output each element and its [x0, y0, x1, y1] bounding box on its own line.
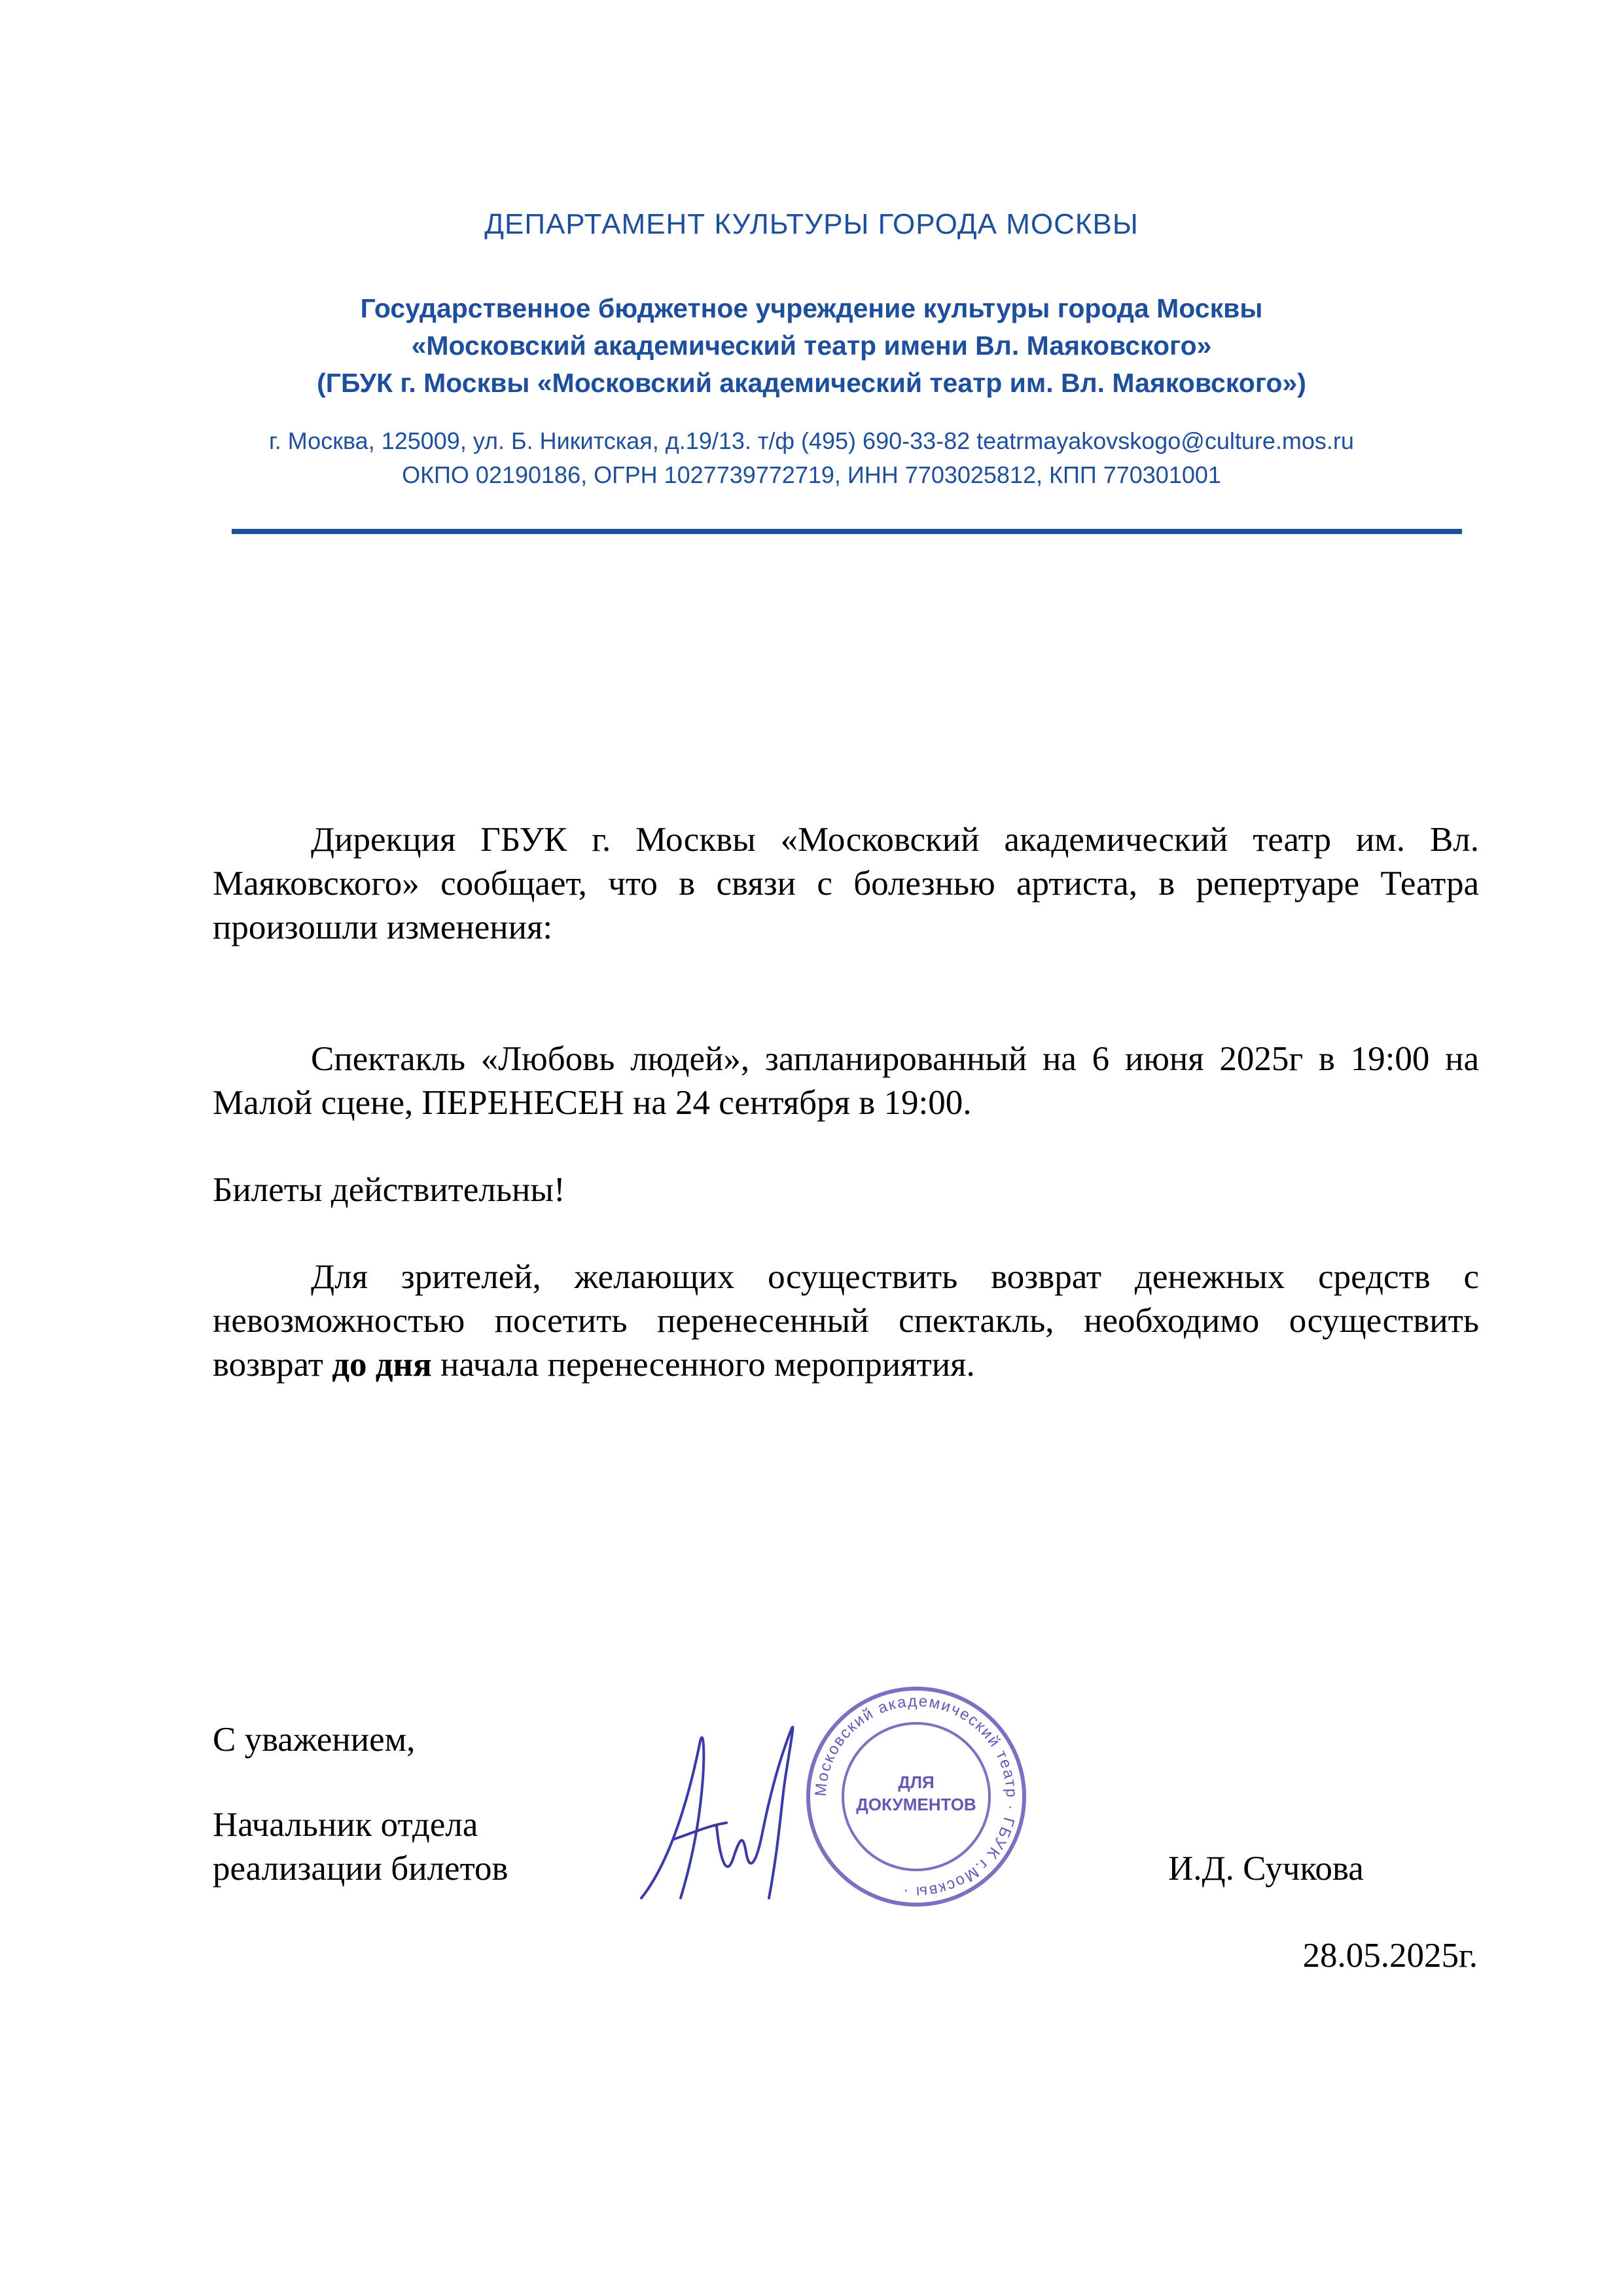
refund-text-end: начала перенесенного мероприятия.	[431, 1346, 975, 1384]
letter-date: 28.05.2025г.	[1302, 1937, 1478, 1975]
handwritten-signature	[628, 1702, 812, 1924]
stamp-center-line2: ДОКУМЕНТОВ	[856, 1795, 976, 1814]
stamp-ring-text: Московский академический театр · ГБУК г.Москвы ·	[812, 1692, 1021, 1901]
position-line1: Начальник отдела	[213, 1806, 478, 1844]
paragraph-reschedule-text: Спектакль «Любовь людей», запланированный на 6 июня 2025г в 19:00 на Малой сцене, ПЕРЕНЕСЕН на 24 сентября в 19:00.	[213, 1040, 1479, 1122]
paragraph-reschedule	[213, 1037, 1479, 1125]
refund-text-start: Для зрителей, желающих осуществить возврат денежных средств с невозможностью посетить перенесенный спектакль, необходимо осуществить возврат	[213, 1258, 1479, 1384]
registration-line: ОКПО 02190186, ОГРН 1027739772719, ИНН 7703025812, КПП 770301001	[402, 461, 1221, 488]
department-title: ДЕПАРТАМЕНТ КУЛЬТУРЫ ГОРОДА МОСКВЫ	[484, 208, 1139, 240]
header-divider	[232, 529, 1462, 534]
paragraph-tickets-valid-text: Билеты действительны!	[213, 1171, 565, 1209]
signatory-name: И.Д. Сучкова	[1168, 1850, 1364, 1888]
organization-name-line1: Государственное бюджетное учреждение культуры города Москвы	[360, 293, 1263, 323]
greeting: С уважением,	[213, 1721, 416, 1759]
position-line2: реализации билетов	[213, 1850, 508, 1888]
paragraph-refund	[213, 1255, 1479, 1387]
paragraph-announcement-text: Дирекция ГБУК г. Москвы «Московский академический театр им. Вл. Маяковского» сообщает, что в связи с болезнью артиста, в репертуаре Театра произошли изменения:	[213, 821, 1479, 946]
organization-name-line2: «Московский академический театр имени Вл. Маяковского»	[411, 331, 1212, 361]
paragraph-refund-text	[213, 1255, 1479, 1387]
stamp-center-line1: ДЛЯ	[898, 1772, 935, 1792]
organization-name-line3: (ГБУК г. Москвы «Московский академический театр им. Вл. Маяковского»)	[317, 368, 1306, 398]
official-stamp	[802, 1682, 1031, 1911]
paragraph-announcement	[213, 818, 1479, 950]
address-line1: г. Москва, 125009, ул. Б. Никитская, д.19/13. т/ф (495) 690-33-82 teatrmayakovskogo@culture.mos.ru	[269, 427, 1354, 454]
paragraph-tickets-valid	[213, 1168, 1479, 1212]
refund-deadline: до дня	[332, 1346, 432, 1384]
